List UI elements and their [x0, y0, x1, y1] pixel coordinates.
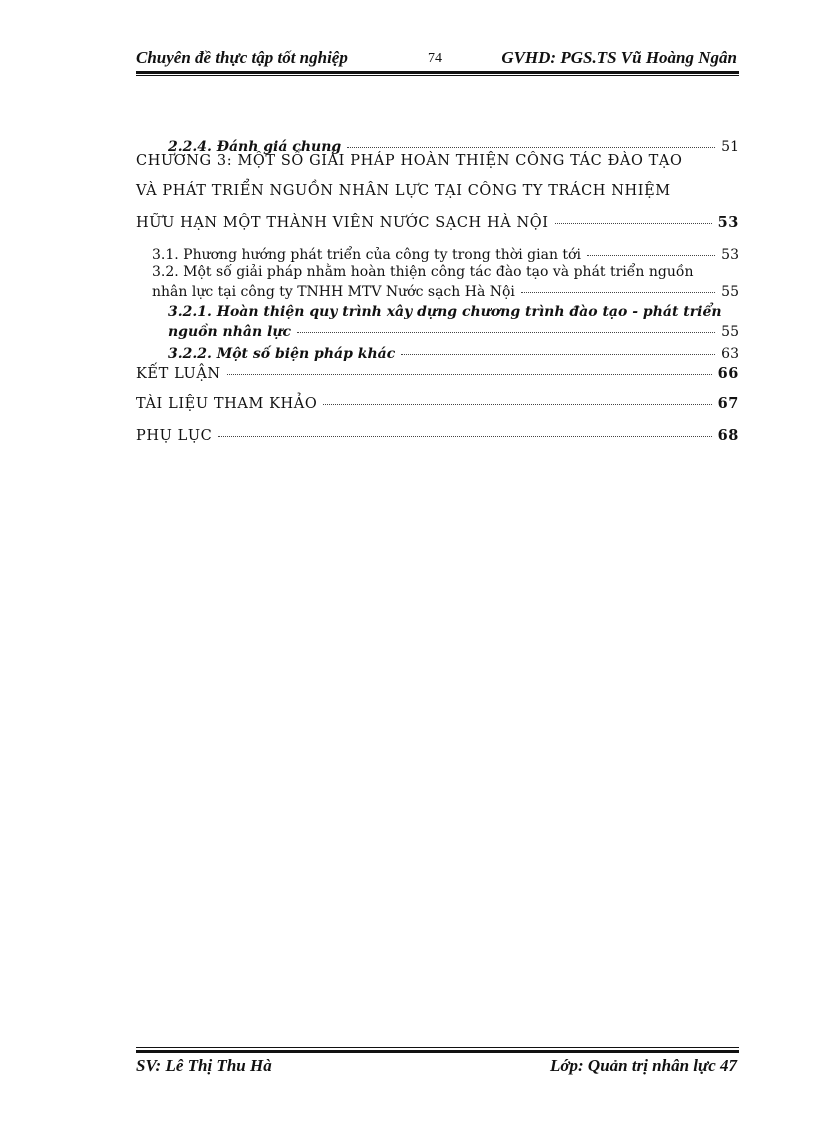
toc-entry-page: 67	[717, 395, 739, 412]
footer-student-name: SV: Lê Thị Thu Hà	[136, 1056, 272, 1075]
dot-leader	[227, 360, 712, 375]
page-header	[136, 48, 739, 76]
dot-leader	[347, 133, 715, 148]
toc-entry-page: 53	[717, 214, 739, 231]
toc-entry-page: 51	[721, 139, 739, 155]
toc-entry-title-line-2: nguồn nhân lực	[168, 324, 292, 340]
toc-entry-title-line-1: 3.2.1. Hoàn thiện quy trình xây dựng chương trình đào tạo - phát triển	[168, 304, 722, 320]
toc-entry-title-line-2: nhân lực tại công ty TNHH MTV Nước sạch Hà Nội	[152, 284, 515, 300]
footer-rule-thin	[136, 1047, 739, 1048]
toc-entry-title: 3.2.2. Một số biện pháp khác	[168, 346, 396, 362]
page-footer	[136, 1047, 739, 1087]
toc-entry-chapter-3[interactable]	[136, 152, 739, 232]
toc-entry-page: 66	[717, 365, 739, 382]
toc-entry-page: 55	[721, 324, 739, 340]
toc-entry-title: TÀI LIỆU THAM KHẢO	[136, 396, 318, 412]
toc-entry-3-2[interactable]	[136, 263, 739, 301]
toc-entry-title-line-1: CHƯƠNG 3: MỘT SỐ GIẢI PHÁP HOÀN THIỆN CÔNG TÁC ĐÀO TẠO	[136, 153, 683, 169]
footer-rule-thick	[136, 1050, 739, 1053]
header-page-number: 74	[428, 51, 442, 66]
toc-entry-3-2-1[interactable]	[136, 303, 739, 341]
toc-entry-title-line-2: VÀ PHÁT TRIỂN NGUỒN NHÂN LỰC TẠI CÔNG TY TRÁCH NHIỆM	[136, 183, 671, 199]
dot-leader	[521, 278, 715, 293]
toc-entry-title: 2.2.4. Đánh giá chung	[168, 139, 342, 155]
toc-entry-tai-lieu-tham-khao[interactable]	[136, 393, 739, 413]
footer-class-name: Lớp: Quản trị nhân lực 47	[550, 1056, 737, 1075]
toc-entry-page: 53	[721, 247, 739, 263]
toc-entry-phu-luc[interactable]	[136, 425, 739, 445]
footer-row	[136, 1056, 739, 1078]
dot-leader	[218, 422, 711, 437]
dot-leader	[297, 318, 715, 333]
header-rule-thin	[136, 75, 739, 76]
dot-leader	[555, 209, 712, 224]
header-report-title: Chuyên đề thực tập tốt nghiệp	[136, 48, 348, 67]
dot-leader	[401, 340, 715, 355]
header-rule-thick	[136, 71, 739, 74]
toc-entry-title: KẾT LUẬN	[136, 366, 221, 382]
toc-entry-title: 3.1. Phương hướng phát triển của công ty trong thời gian tới	[152, 247, 581, 263]
toc-entry-page: 63	[721, 346, 739, 362]
toc-entry-page: 68	[717, 427, 739, 444]
dot-leader	[323, 390, 711, 405]
header-row	[136, 48, 739, 70]
toc-entry-page: 55	[721, 284, 739, 300]
header-supervisor: GVHD: PGS.TS Vũ Hoàng Ngân	[501, 48, 737, 67]
toc-entry-title-line-1: 3.2. Một số giải pháp nhằm hoàn thiện công tác đào tạo và phát triển nguồn	[152, 264, 694, 280]
toc-entry-ket-luan[interactable]	[136, 363, 739, 383]
toc-entry-title: PHỤ LỤC	[136, 428, 213, 444]
dot-leader	[587, 241, 715, 256]
toc-entry-title-line-3: HỮU HẠN MỘT THÀNH VIÊN NƯỚC SẠCH HÀ NỘI	[136, 215, 549, 231]
toc-entry-3-1[interactable]	[136, 244, 739, 264]
